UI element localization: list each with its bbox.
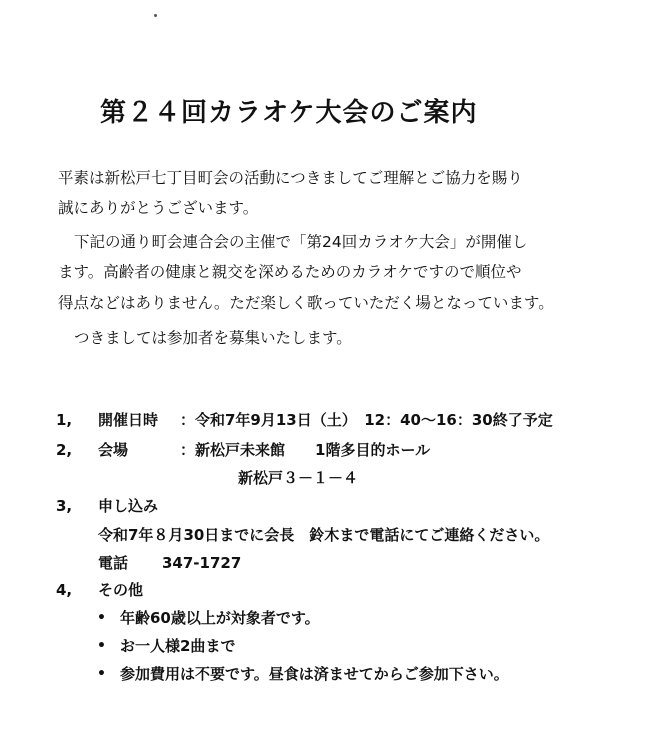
item-4-label: その他 xyxy=(98,581,144,599)
intro-line-2: 誠にありがとうございます。 xyxy=(58,199,259,217)
intro-line-3: 下記の通り町会連合会の主催で「第24回カラオケ大会」が開催し xyxy=(74,233,528,251)
item-1-number: 1, xyxy=(56,411,73,429)
item-2-number: 2, xyxy=(56,441,73,459)
page-title: 第２４回カラオケ大会のご案内 xyxy=(100,98,478,128)
intro-line-1: 平素は新松戸七丁目町会の活動につきましてご理解とご協力を賜り xyxy=(58,169,523,187)
item-3-label: 申し込み xyxy=(98,497,159,515)
item-4-number: 4, xyxy=(56,581,73,599)
bullet-dot-2: • xyxy=(97,638,106,654)
bullet-item-1: 年齢60歳以上が対象者です。 xyxy=(120,609,320,627)
bullet-item-2: お一人様2曲まで xyxy=(120,637,236,655)
item-3-detail: 令和7年８月30日までに会長 鈴木まで電話にてご連絡ください。 xyxy=(98,526,550,544)
intro-line-4: ます。高齢者の健康と親交を深めるためのカラオケですので順位や xyxy=(58,263,522,281)
intro-line-6: つきましては参加者を募集いたします。 xyxy=(74,329,352,347)
item-3-number: 3, xyxy=(56,497,73,515)
item-2-address: 新松戸３－１－４ xyxy=(238,469,359,487)
scan-speck xyxy=(154,14,157,17)
item-1-value: ：令和7年9月13日（土） 12：40～16：30終了予定 xyxy=(180,411,553,429)
item-3-phone-label: 電話 xyxy=(98,554,129,572)
bullet-dot-3: • xyxy=(97,666,106,682)
bullet-dot-1: • xyxy=(97,610,106,626)
item-3-phone-number: 347-1727 xyxy=(162,554,242,572)
intro-line-5: 得点などはありません。ただ楽しく歌っていただく場となっています。 xyxy=(58,294,554,312)
item-1-label: 開催日時 xyxy=(98,411,159,429)
item-2-value: ：新松戸未来館 1階多目的ホール xyxy=(180,441,431,459)
bullet-item-3: 参加費用は不要です。昼食は済ませてからご参加下さい。 xyxy=(120,665,509,683)
item-2-label: 会場 xyxy=(98,441,129,459)
